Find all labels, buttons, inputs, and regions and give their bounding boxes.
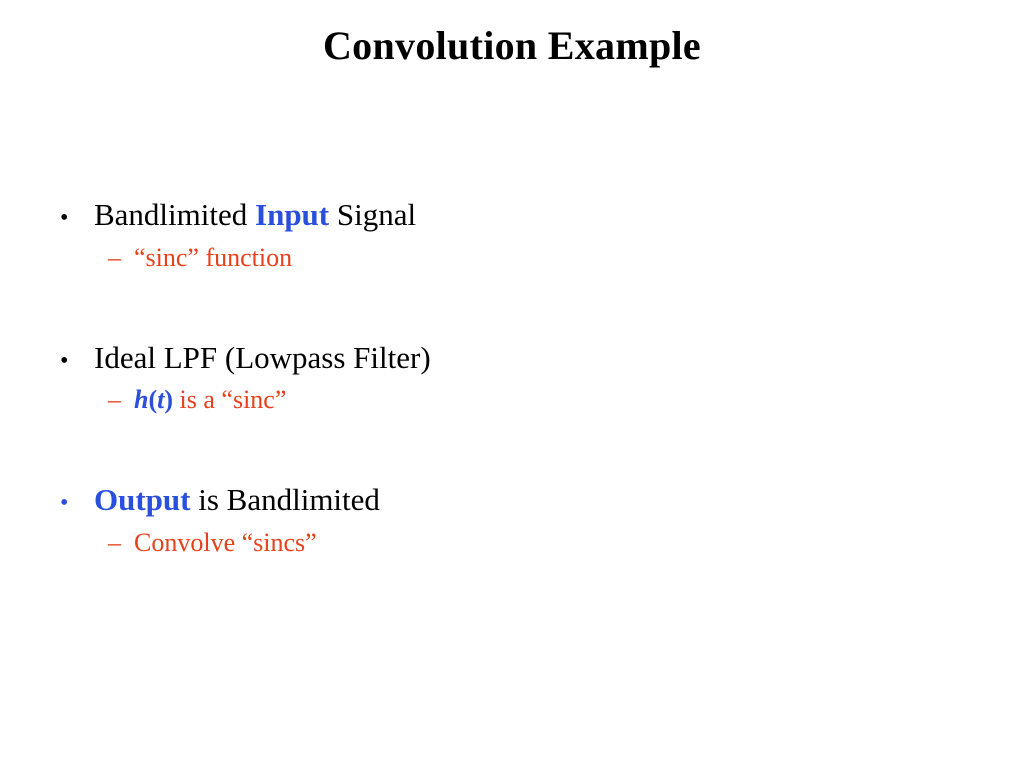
bullet-level1-1-pre: Bandlimited <box>94 197 256 232</box>
bullet-level1-1-text <box>94 196 980 235</box>
bullet-level1-3-post: is Bandlimited <box>190 482 380 518</box>
dash-marker-icon: – <box>108 527 121 557</box>
bullet-level2-3-1-text: Convolve “sincs” <box>134 527 317 557</box>
bullet-level2-1-1-text: “sinc” function <box>134 242 293 272</box>
bullet-marker-icon: • <box>60 347 69 374</box>
slide-body <box>60 196 980 582</box>
bullet-level1-2-text <box>94 339 980 378</box>
bullet-level1-2 <box>60 339 980 378</box>
dash-marker-icon: – <box>108 242 121 272</box>
bullet-level2-1-1 <box>108 241 980 275</box>
math-paren-close: ) <box>164 385 174 415</box>
bullet-marker-icon: • <box>60 205 69 231</box>
bullet-group-2 <box>60 339 980 418</box>
math-h: h <box>134 385 149 415</box>
bullet-level1-3-highlight: Output <box>94 482 191 518</box>
spacer-2 <box>60 439 980 481</box>
math-t: t <box>157 385 165 415</box>
bullet-level2-2-1-post: is a “sinc” <box>173 385 287 415</box>
bullet-level1-1-post: Signal <box>329 197 417 232</box>
bullet-level1-1 <box>60 196 980 235</box>
bullet-level1-3 <box>60 481 980 520</box>
bullet-level1-3-text <box>94 481 980 520</box>
dash-marker-icon: – <box>108 385 121 415</box>
spacer-1 <box>60 297 980 339</box>
bullet-level1-2-pre: Ideal LPF (Lowpass Filter) <box>94 339 431 375</box>
bullet-group-1 <box>60 196 980 275</box>
bullet-level2-2-1-text <box>134 383 980 417</box>
bullet-level1-1-highlight: Input <box>255 197 330 232</box>
bullet-group-3 <box>60 481 980 560</box>
page-title: Convolution Example <box>323 23 701 68</box>
math-paren-open: ( <box>148 385 158 415</box>
bullet-marker-icon: • <box>60 490 69 517</box>
bullet-level2-3-1 <box>108 526 980 560</box>
bullet-level2-2-1 <box>108 383 980 417</box>
